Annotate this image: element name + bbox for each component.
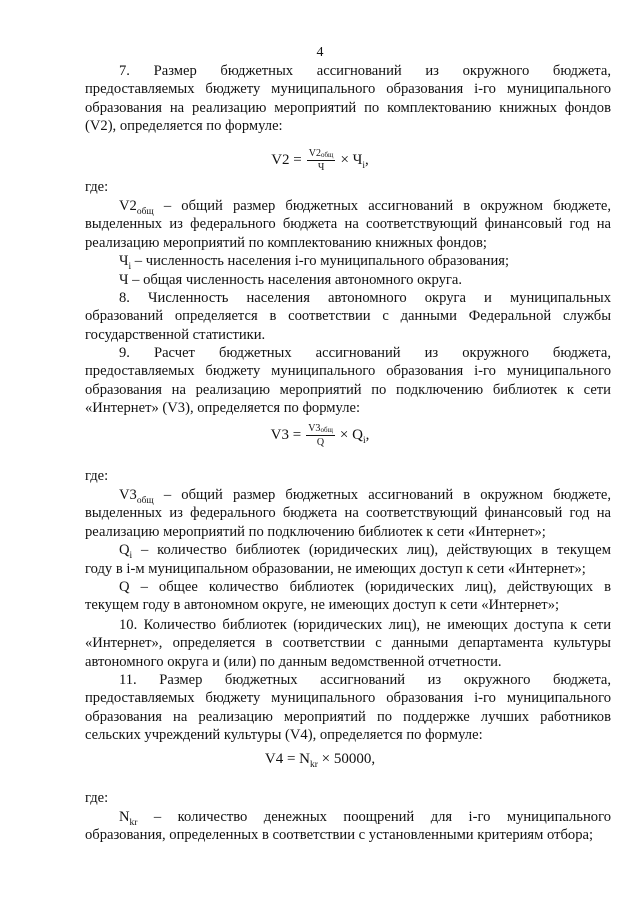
definition-line: году в i-м муниципальном образовании, не имеющих доступ к сети «Интернет»;: [85, 560, 586, 577]
paragraph-line: предоставляемых бюджету муниципального образования i-го муниципального: [85, 363, 611, 380]
paragraph-line: образования на реализацию мероприятий по поддержке лучших работников: [85, 708, 611, 725]
paragraph-line: образования на реализацию мероприятий по подключению библиотек к сети: [85, 381, 611, 398]
definition-line: реализацию мероприятий по комплектованию книжных фондов;: [85, 234, 487, 251]
paragraph-line: (V2), определяется по формуле:: [85, 118, 283, 135]
fraction-denominator: Ч: [317, 162, 325, 173]
paragraph-line: 8. Численность населения автономного округа и муниципальных: [119, 290, 611, 306]
fraction-numerator: $V3_{общ}$: [308, 423, 333, 434]
definition-line: $N_{kr}$ – количество денежных поощрений для i-го муниципального: [119, 809, 611, 828]
paragraph-line: 9. Расчет бюджетных ассигнований из окружного бюджета,: [119, 345, 611, 361]
formula-fraction: [307, 148, 336, 173]
definition-line: $V3_{общ}$ – общий размер бюджетных ассигнований в окружном бюджете,: [119, 487, 611, 506]
definition-line: выделенных из федерального бюджета на соответствующий финансовый год на: [85, 216, 611, 233]
paragraph-line: автономного округа и (или) по данным ведомственной отчетности.: [85, 653, 502, 670]
formula-rhs: × $Ч_i$,: [340, 152, 369, 172]
formula-fraction: [306, 423, 335, 448]
paragraph-line: образования на реализацию мероприятий по комплектованию книжных фондов: [85, 99, 611, 116]
paragraph-item-7: [85, 62, 611, 136]
definition-line: $V2_{общ}$ – общий размер бюджетных ассигнований в окружном бюджете,: [119, 198, 611, 217]
formula-v4: [0, 750, 640, 768]
fraction-numerator: $V2_{общ}$: [308, 148, 334, 159]
where-label: где:: [85, 468, 109, 484]
paragraph-item-11: [85, 671, 611, 745]
where-label: где:: [85, 790, 109, 806]
definition-line: Ч – общая численность населения автономного округа.: [119, 271, 462, 288]
formula-v4-text: $V4 = N_{kr} \times 50000$,: [264, 751, 376, 770]
page-number: 4: [316, 45, 324, 60]
definition-line: $Q_i$ – количество библиотек (юридических лиц), действующих в текущем: [119, 542, 611, 562]
where-label: где:: [85, 179, 109, 195]
paragraph-item-8: [85, 289, 611, 344]
definition-line: Q – общее количество библиотек (юридических лиц), действующих в: [119, 579, 611, 596]
paragraph-line: предоставляемых бюджету муниципального образования i-го муниципального: [85, 690, 611, 707]
formula-lhs: V3 =: [270, 427, 302, 444]
definition-line: реализацию мероприятий по подключению библиотек к сети «Интернет»;: [85, 523, 546, 540]
definition-line: текущем году в автономном округе, не имеющих доступ к сети «Интернет»;: [85, 597, 560, 614]
formula-rhs: × $Q_i$,: [339, 427, 370, 447]
paragraph-item-9: [85, 344, 611, 418]
definitions-v4: [85, 808, 611, 845]
definition-line: выделенных из федерального бюджета на соответствующий финансовый год на: [85, 505, 611, 522]
paragraph-line: государственной статистики.: [85, 326, 266, 343]
paragraph-line: сельских учреждений культуры (V4), определяется по формуле:: [85, 727, 483, 744]
paragraph-line: «Интернет», определяется в соответствии с данными департамента культуры: [85, 635, 611, 652]
paragraph-line: 10. Количество библиотек (юридических лиц), не имеющих доступа к сети: [119, 617, 611, 633]
paragraph-item-10: [85, 616, 611, 671]
paragraph-line: 11. Размер бюджетных ассигнований из окружного бюджета,: [119, 672, 611, 688]
formula-lhs: V2 =: [271, 152, 302, 169]
fraction-denominator: Q: [316, 437, 325, 448]
definitions-v2: [85, 197, 611, 289]
definitions-v3: [85, 486, 611, 615]
paragraph-line: 7. Размер бюджетных ассигнований из окружного бюджета,: [119, 63, 611, 79]
definition-line: $Ч_i$ – численность населения i-го муниципального образования;: [119, 253, 510, 273]
formula-v2: [0, 148, 640, 173]
paragraph-line: предоставляемых бюджету муниципального образования i-го муниципального: [85, 81, 611, 98]
definition-line: образования, определенных в соответствии с установленными критериям отбора;: [85, 827, 594, 844]
paragraph-line: «Интернет» (V3), определяется по формуле:: [85, 400, 361, 417]
paragraph-line: образований определяется в соответствии с данными Федеральной службы: [85, 308, 611, 325]
formula-v3: [0, 423, 640, 448]
